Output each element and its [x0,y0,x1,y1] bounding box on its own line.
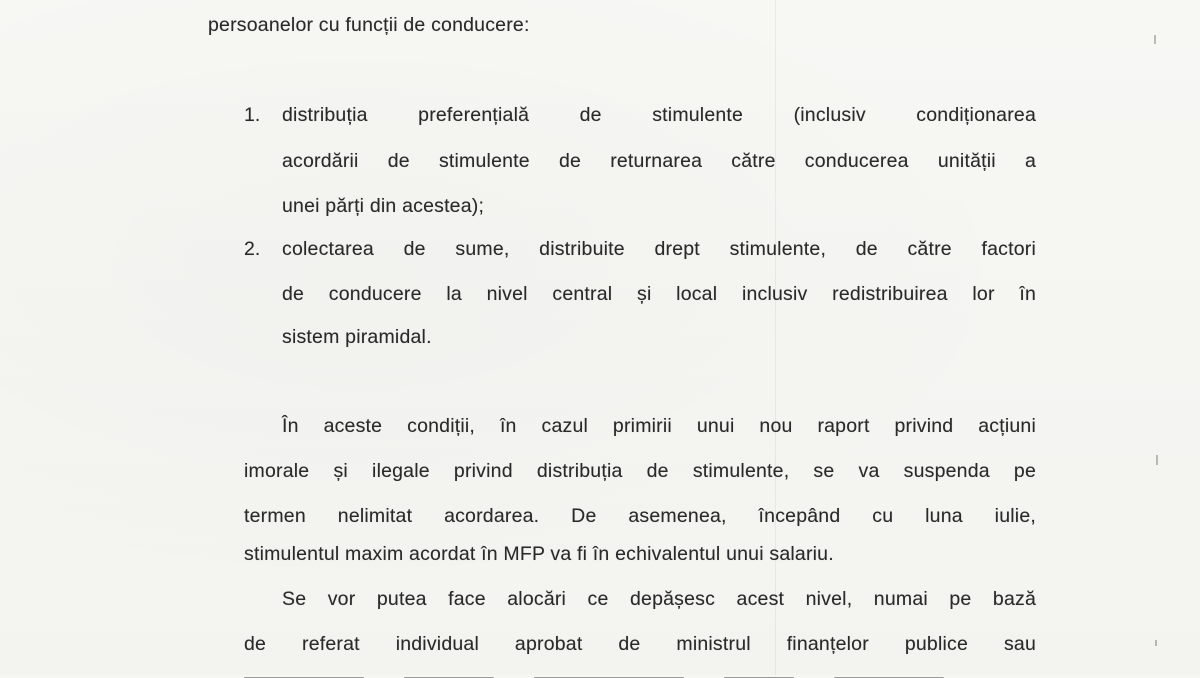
scan-edge-mark [1154,35,1156,44]
intro-line: persoanelor cu funcții de conducere: [208,14,530,36]
page-fold-line [775,0,776,675]
list-item-2-line-3: sistem piramidal. [282,326,432,348]
scan-edge-mark [1155,640,1157,646]
paragraph-1-line-1: În aceste condiții, în cazul primirii unui nou raport privind acțiuni [282,415,1036,437]
list-item-1-line-1: distribuția preferențială de stimulente (inclusiv condiționarea [282,104,1036,126]
paragraph-1-line-3: termen nelimitat acordarea. De asemenea, începând cu luna iulie, [244,505,1036,527]
paragraph-2-line-1: Se vor putea face alocări ce depășesc acest nivel, numai pe bază [282,588,1036,610]
list-item-number: 1. [244,104,261,126]
cut-off-text-line [244,668,1036,678]
paragraph-1-line-4: stimulentul maxim acordat în MFP va fi în echivalentul unui salariu. [244,543,834,565]
paragraph-2-line-2: de referat individual aprobat de ministrul finanțelor publice sau [244,633,1036,655]
list-item-2-line-2: de conducere la nivel central și local inclusiv redistribuirea lor în [282,283,1036,305]
scan-edge-mark [1156,455,1158,465]
list-item-1-line-2: acordării de stimulente de returnarea către conducerea unității a [282,150,1036,172]
list-item-2-line-1: colectarea de sume, distribuite drept stimulente, de către factori [282,238,1036,260]
paragraph-1-line-2: imorale și ilegale privind distribuția de stimulente, se va suspenda pe [244,460,1036,482]
list-item-number: 2. [244,238,261,260]
list-item-1-line-3: unei părți din acestea); [282,195,485,217]
